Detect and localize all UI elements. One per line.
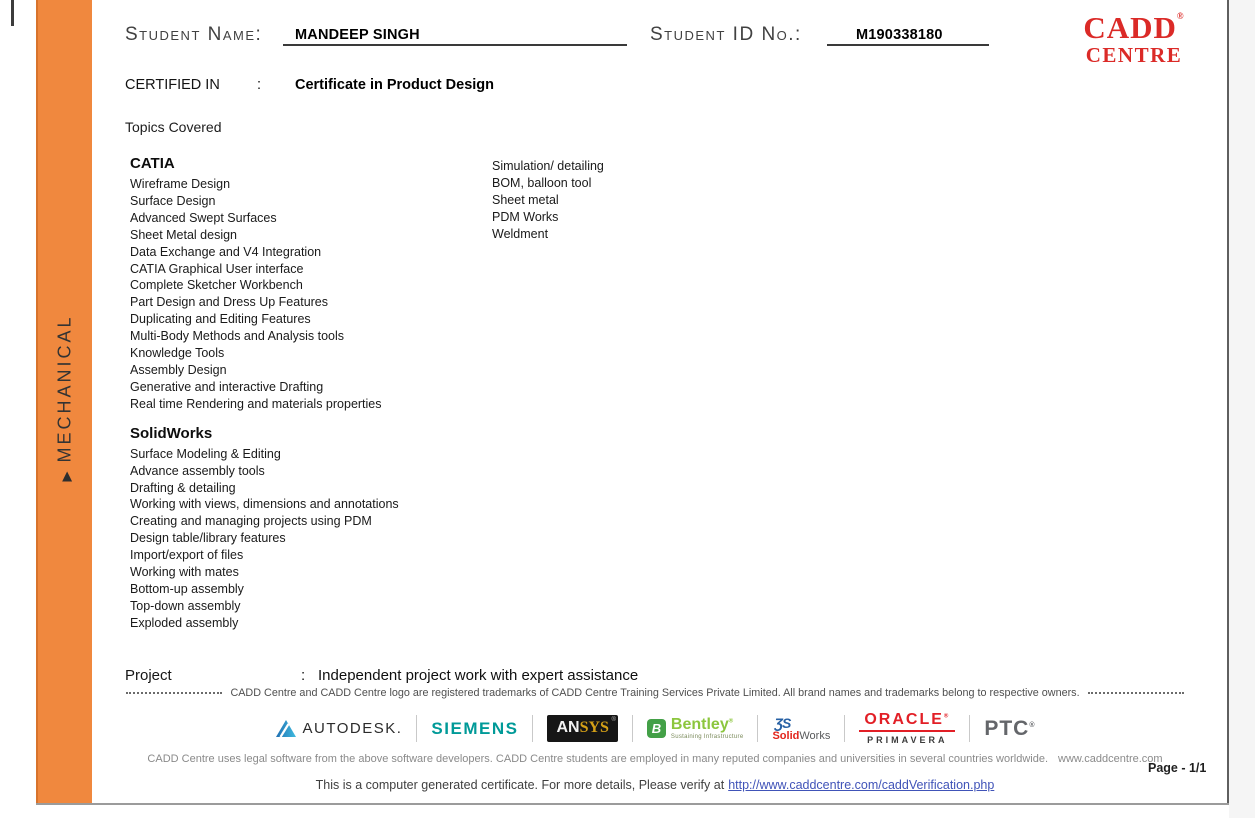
topic-item: PDM Works [492,209,559,224]
oracle-underline [859,730,955,732]
partner-logos-row [125,705,1185,752]
registered-mark-icon: ® [943,713,951,720]
oracle-wordmark: ORACLE® [864,711,951,728]
cadd-logo-line2: CENTRE [1085,43,1183,67]
student-id-underline [827,44,989,46]
logo-divider [844,715,845,742]
logo-divider [532,715,533,742]
sidebar-label-text: MECHANICAL [54,314,75,463]
topic-item: Multi-Body Methods and Analysis tools [130,329,344,344]
topic-item: Generative and interactive Drafting [130,379,324,394]
certified-in-label: CERTIFIED IN [125,77,220,93]
topics-covered-heading: Topics Covered [125,119,222,135]
bentley-logo [647,717,744,740]
autodesk-logo [275,720,403,738]
solidworks-logo [772,716,830,742]
trademark-note-row [126,687,1184,699]
topic-item: Advanced Swept Surfaces [130,210,277,225]
registered-mark-icon: ® [611,717,616,723]
topic-item: Sheet metal [492,192,559,207]
dotted-rule-left [126,692,222,694]
ptc-wordmark: PTC® [984,716,1036,740]
bentley-icon: B [647,719,666,738]
topic-item: Assembly Design [130,362,227,377]
legal-note-line [125,753,1185,765]
topics-column-primary [130,155,490,632]
page-edge-tick [11,0,14,26]
autodesk-triangle-icon [275,720,297,738]
oracle-primavera-logo [859,712,955,745]
topic-item: Sheet Metal design [130,227,238,242]
verification-line [125,778,1185,792]
triangle-icon: ▶ [58,471,74,482]
bentley-text-block [671,717,744,740]
student-name-label: Student Name: [125,24,263,45]
project-colon: : [301,667,306,684]
topic-section-title: SolidWorks [130,424,213,442]
topic-item: Surface Design [130,193,216,208]
topic-item: Exploded assembly [130,615,239,630]
bentley-wordmark: Bentley® [670,716,734,733]
certified-in-value: Certificate in Product Design [295,77,495,93]
autodesk-wordmark: AUTODESK. [302,720,403,737]
topic-item: Creating and managing projects using PDM [130,514,372,529]
dassault-ds-icon: ƷS [774,714,791,731]
topic-item: Part Design and Dress Up Features [130,295,329,310]
verification-text: This is a computer generated certificate. For more details, Please verify at [315,778,725,792]
topic-item: Simulation/ detailing [492,159,604,173]
topic-item: Drafting & detailing [130,480,236,495]
ansys-wordmark-an: AN [556,719,580,736]
logo-divider [632,715,633,742]
page-bottom-border [36,803,1229,805]
topic-item: Bottom-up assembly [130,581,244,596]
topic-item: Design table/library features [130,531,286,546]
topic-item: Working with mates [130,565,239,580]
topic-item: CATIA Graphical User interface [130,261,304,276]
solidworks-wordmark: SolidWorks [772,729,831,742]
dotted-rule-right [1088,692,1184,694]
project-label: Project [125,667,172,684]
student-name-value: MANDEEP SINGH [295,27,420,43]
mechanical-sidebar-band [36,0,92,803]
page-right-border [1227,0,1229,805]
topic-item: Duplicating and Editing Features [130,312,311,327]
topic-item: BOM, balloon tool [492,175,592,190]
topic-item: Top-down assembly [130,598,241,613]
topic-item: Wireframe Design [130,177,231,191]
topics-column-secondary [492,158,792,243]
student-name-underline [283,44,627,46]
website-text: www.caddcentre.com [1058,753,1163,765]
siemens-wordmark: SIEMENS [431,718,519,738]
trademark-note-text: CADD Centre and CADD Centre logo are registered trademarks of CADD Centre Training Services Private Limited. All brand names and trademarks belong to respective owners. [230,687,1080,699]
topic-item: Complete Sketcher Workbench [130,278,303,293]
registered-mark-icon: ® [1029,721,1036,729]
bentley-tagline: Sustaining Infrastructure [670,734,744,740]
student-id-value: M190338180 [856,27,943,43]
topic-item: Knowledge Tools [130,346,225,361]
logo-divider [969,715,970,742]
page-indicator: Page - 1/1 [1148,761,1207,775]
cadd-logo-line1: CADD® [1083,10,1185,45]
ansys-wordmark-sys: SYS [579,719,609,736]
verification-link[interactable]: http://www.caddcentre.com/caddVerification.php [728,778,995,792]
topic-item: Real time Rendering and materials properties [130,396,382,411]
logo-divider [416,715,417,742]
sidebar-vertical-label [55,314,76,481]
logo-divider [757,715,758,742]
topic-section-title: CATIA [130,155,175,172]
primavera-wordmark: PRIMAVERA [867,735,948,745]
viewer-background [1229,0,1255,818]
topic-item: Weldment [492,226,549,241]
certified-in-colon: : [257,77,262,93]
topic-item: Import/export of files [130,548,244,563]
ptc-logo [984,717,1035,741]
registered-mark-icon: ® [1176,11,1185,21]
ansys-logo [547,715,617,742]
project-value: Independent project work with expert assistance [318,667,639,684]
topic-item: Advance assembly tools [130,463,265,478]
siemens-logo [431,719,518,739]
cadd-centre-logo [1064,12,1204,66]
topic-item: Surface Modeling & Editing [130,446,281,461]
topic-item: Data Exchange and V4 Integration [130,244,322,259]
legal-note-text: CADD Centre uses legal software from the above software developers. CADD Centre students are employed in many reputed companies and universities in several countries worldwide. [147,753,1049,765]
student-id-label: Student ID No.: [650,24,802,45]
registered-mark-icon: ® [728,718,734,725]
ansys-badge [547,715,617,742]
topic-item: Working with views, dimensions and annotations [130,497,399,512]
